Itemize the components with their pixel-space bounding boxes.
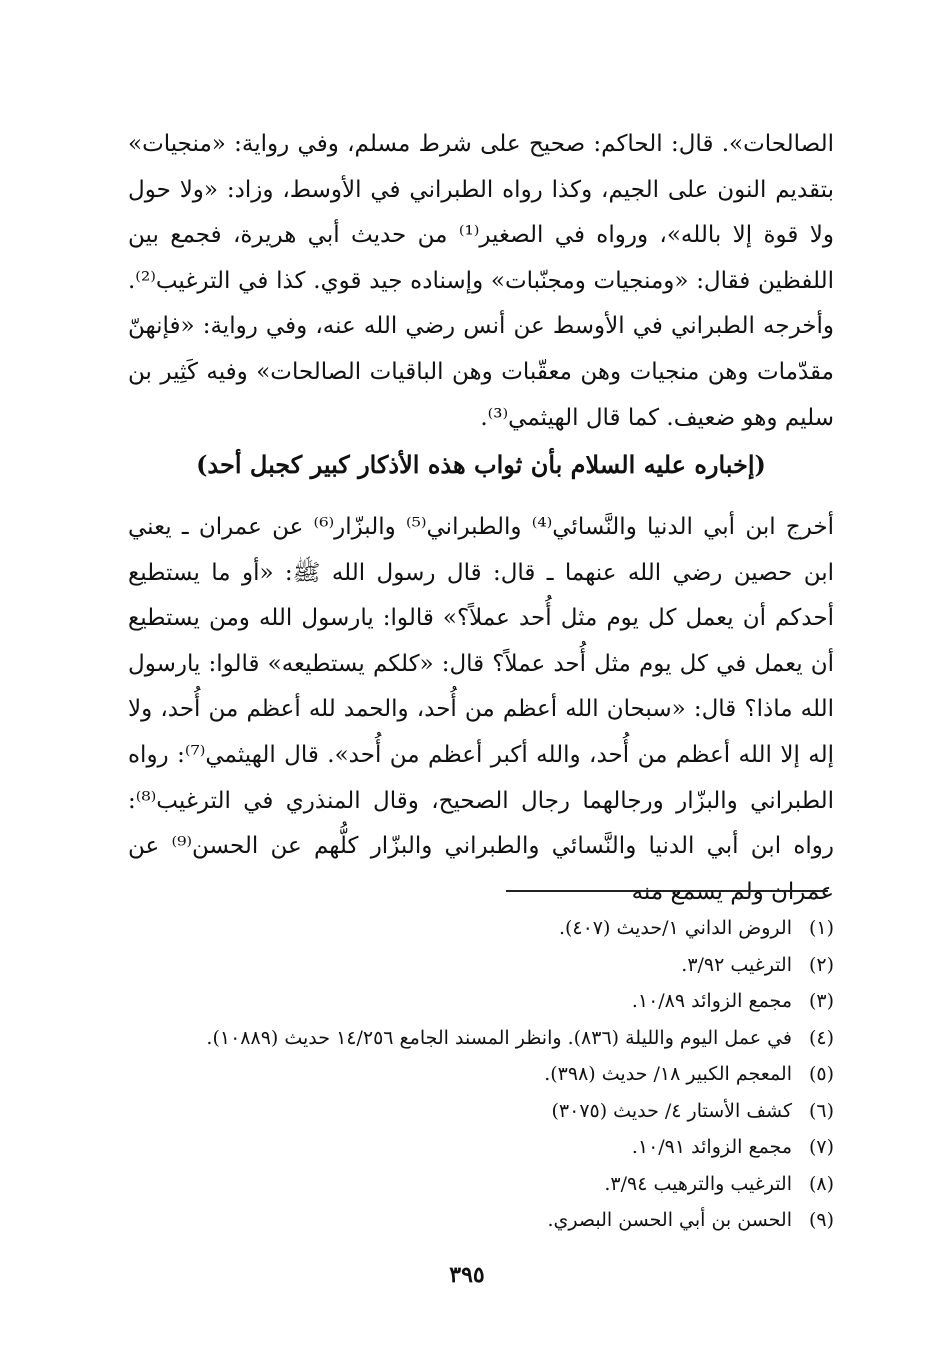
footnote-number: (٢) xyxy=(808,953,834,976)
footnote-text: كشف الأستار ٤/ حديث (٣٠٧٥) xyxy=(551,1099,792,1122)
footnote-item xyxy=(130,1129,834,1166)
footnote-number: (٨) xyxy=(808,1172,834,1195)
footnote-number: (٦) xyxy=(808,1099,834,1122)
footnote-item xyxy=(130,947,834,984)
paragraph-continued: الصالحات». قال: الحاكم: صحيح على شرط مسلم، وفي رواية: «منجيات» بتقديم النون على الجيم، وكذا رواه الطبراني في الأوسط، وزاد: «ولا حول ولا قوة إلا بالله»، ورواه في الصغير⁽¹⁾ من حديث أبي هريرة، فجمع بين اللفظين فقال: «ومنجيات ومجنّبات» وإسناده جيد قوي. كذا في الترغيب⁽²⁾. وأخرجه الطبراني في الأوسط عن أنس رضي الله عنه، وفي رواية: «فإنهنّ مقدّمات وهن منجيات وهن معقّبات وهن الباقيات الصالحات» وفيه كَثِير بن سليم وهو ضعيف. كما قال الهيثمي⁽³⁾. xyxy=(128,131,834,431)
paragraph-hadith: أخرج ابن أبي الدنيا والنَّسائي⁽⁴⁾ والطبراني⁽⁵⁾ والبزّار⁽⁶⁾ عن عمران ـ يعني ابن حصين رضي الله عنهما ـ قال: قال رسول الله ﷺ: «أو ما يستطيع أحدكم أن يعمل كل يوم مثل أُحد عملاً؟» قالوا: يارسول الله ومن يستطيع أن يعمل في كل يوم مثل أُحد عملاً؟ قال: «كلكم يستطيعه» قالوا: يارسول الله ماذا؟ قال: «سبحان الله أعظم من أُحد، والحمد لله أعظم من أُحد، ولا إله إلا الله أعظم من أُحد، والله أكبر أعظم من أُحد». قال الهيثمي⁽⁷⁾: رواه الطبراني والبزّار ورجالهما رجال الصحيح، وقال المنذري في الترغيب⁽⁸⁾: رواه ابن أبي الدنيا والنَّسائي والطبراني والبزّار كلُّهم عن الحسن⁽⁹⁾ عن عمران ولم يسمع منه xyxy=(128,514,835,905)
footnote-number: (٣) xyxy=(808,990,834,1012)
footnote-item xyxy=(130,1056,834,1093)
footnote-text: الروض الداني ١/حديث (٤٠٧). xyxy=(558,917,792,939)
footnote-number: (١) xyxy=(808,917,834,939)
footnote-text: مجمع الزوائد ١٠/٩١. xyxy=(631,1136,792,1158)
footnote-item xyxy=(130,1020,834,1057)
footnote-text: المعجم الكبير ١٨/ حديث (٣٩٨). xyxy=(544,1063,792,1085)
footnote-item xyxy=(130,1093,834,1130)
footnote-text: في عمل اليوم والليلة (٨٣٦). وانظر المسند الجامع ١٤/٢٥٦ حديث (١٠٨٨٩). xyxy=(206,1026,792,1049)
footnote-number: (٩) xyxy=(808,1209,834,1231)
footnote-number: (٧) xyxy=(808,1136,834,1158)
footnote-item xyxy=(130,1202,834,1239)
footnote-text: مجمع الزوائد ١٠/٨٩. xyxy=(631,990,792,1012)
page-number: ٣٩٥ xyxy=(449,1262,485,1288)
footnote-item xyxy=(130,983,834,1020)
footnotes-list xyxy=(130,910,834,1239)
footnote-text: الحسن بن أبي الحسن البصري. xyxy=(547,1209,792,1231)
footnote-item xyxy=(130,1166,834,1203)
footnote-number: (٤) xyxy=(808,1026,834,1049)
footnote-item xyxy=(130,910,834,947)
footnote-text: الترغيب والترهيب ٣/٩٤. xyxy=(604,1172,792,1195)
footnote-number: (٥) xyxy=(808,1063,834,1085)
footnote-divider xyxy=(506,890,828,892)
footnote-text: الترغيب ٣/٩٢. xyxy=(681,953,792,976)
section-heading: (إخباره عليه السلام بأن ثواب هذه الأذكار كبير كجبل أحد) xyxy=(196,450,766,479)
